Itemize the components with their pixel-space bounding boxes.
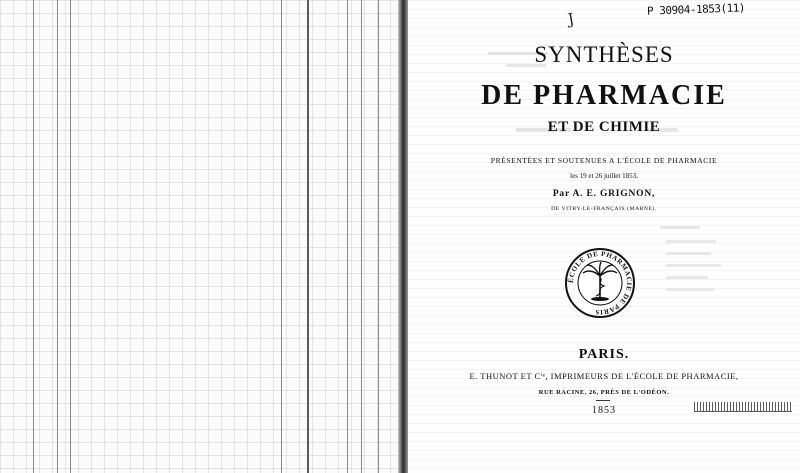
author-line: Par A. E. GRIGNON, — [552, 189, 656, 199]
title-page — [408, 0, 800, 473]
title-line-1: SYNTHÈSES — [534, 42, 674, 67]
imprint-address: RUE RACINE, 26, PRÈS DE L'ODÉON. — [538, 389, 670, 396]
title-line-3: ET DE CHIMIE — [547, 119, 661, 135]
shelfmark-annotation: P 30904-1853(11) — [646, 1, 746, 18]
dates-line: les 19 et 26 juillet 1853, — [570, 172, 638, 180]
ledger-rule — [57, 0, 58, 473]
seal-text: ÉCOLE DE PHARMACIE DE PARIS — [566, 249, 634, 317]
title-line-2: DE PHARMACIE — [481, 80, 727, 111]
ledger-rule — [33, 0, 34, 473]
imprint-printer: E. THUNOT ET Cⁱᵉ, IMPRIMEURS DE L'ÉCOLE DE PHARMACIE, — [469, 371, 739, 381]
measurement-ruler — [694, 402, 792, 412]
ledger-rule — [347, 0, 348, 473]
book-binding-gutter — [398, 0, 408, 473]
imprint-year: 1853 — [592, 405, 616, 416]
ledger-rule — [361, 0, 362, 473]
presented-line: PRÉSENTÉES ET SOUTENUES A L'ÉCOLE DE PHARMACIE — [490, 156, 718, 165]
origin-line: DE VITRY-LE-FRANÇAIS (MARNE). — [551, 206, 657, 212]
imprint-city: PARIS. — [578, 347, 630, 362]
ledger-rule — [378, 0, 379, 473]
handwritten-mark: J — [566, 9, 576, 29]
seal-icon — [563, 246, 637, 320]
ledger-rule — [70, 0, 71, 473]
separator-rule — [596, 400, 610, 401]
ledger-rule — [307, 0, 309, 473]
school-seal-emblem — [563, 246, 637, 320]
ledger-rule — [281, 0, 282, 473]
